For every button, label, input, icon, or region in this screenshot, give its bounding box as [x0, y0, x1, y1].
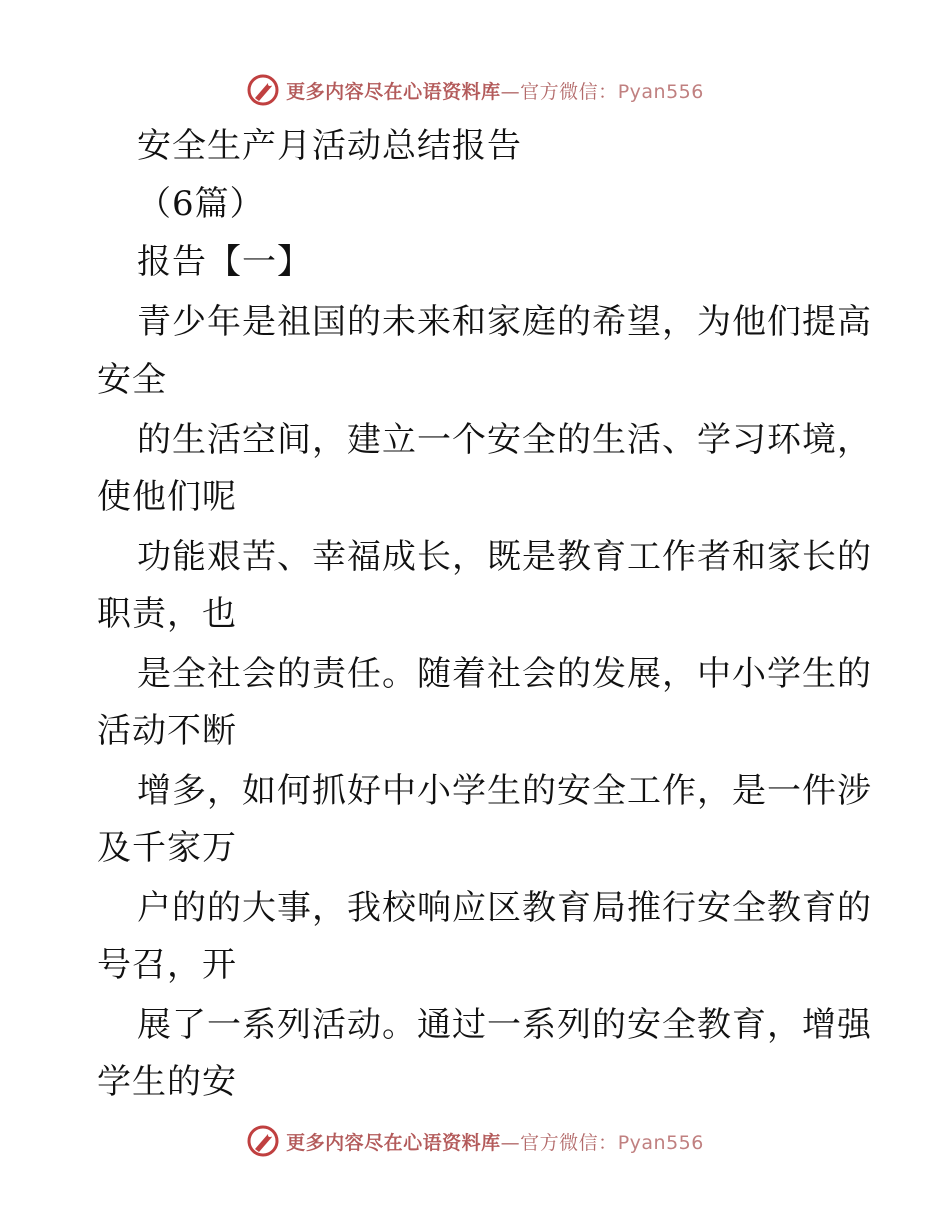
paragraph-line: 学生的安 [97, 1062, 237, 1102]
paragraph-line: 是全社会的责任。随着社会的发展，中小学生的 [137, 654, 872, 694]
banner-wechat-label: 官方微信： [520, 80, 618, 103]
banner-brand: 更多内容尽在心语资料库 [286, 1131, 501, 1154]
banner-wechat-label: 官方微信： [520, 1131, 618, 1154]
banner-dash: — [500, 1131, 521, 1154]
paragraph-line: 增多，如何抓好中小学生的安全工作，是一件涉 [137, 771, 872, 811]
banner-wechat-id: Pyan556 [617, 1131, 704, 1154]
paragraph-line: 职责，也 [97, 594, 237, 634]
paragraph-line: 及千家万 [97, 828, 237, 868]
pen-logo-icon [246, 73, 280, 107]
paragraph-line: 户的的大事，我校响应区教育局推行安全教育的 [137, 888, 872, 928]
banner-dash: — [500, 80, 521, 103]
header-banner [0, 70, 950, 110]
banner-wechat-id: Pyan556 [617, 80, 704, 103]
footer-banner [0, 1121, 950, 1161]
paragraph-line: 安全 [97, 360, 167, 400]
paragraph-line: 使他们呢 [97, 477, 237, 517]
paragraph-line: 号召，开 [97, 945, 237, 985]
banner-text [286, 1128, 704, 1155]
paragraph-line: 的生活空间，建立一个安全的生活、学习环境， [137, 420, 872, 460]
banner-brand: 更多内容尽在心语资料库 [286, 80, 501, 103]
paragraph-line: 展了一系列活动。通过一系列的安全教育，增强 [137, 1005, 872, 1045]
document-title: 安全生产月活动总结报告 [137, 126, 522, 166]
pen-logo-icon [246, 1124, 280, 1158]
paragraph-line: 功能艰苦、幸福成长，既是教育工作者和家长的 [137, 537, 872, 577]
paragraph-line: 青少年是祖国的未来和家庭的希望，为他们提高 [137, 302, 872, 342]
document-subtitle: （6篇） [137, 184, 265, 224]
banner-text [286, 77, 704, 104]
paragraph-line: 活动不断 [97, 711, 237, 751]
section-heading: 报告【一】 [137, 242, 312, 282]
